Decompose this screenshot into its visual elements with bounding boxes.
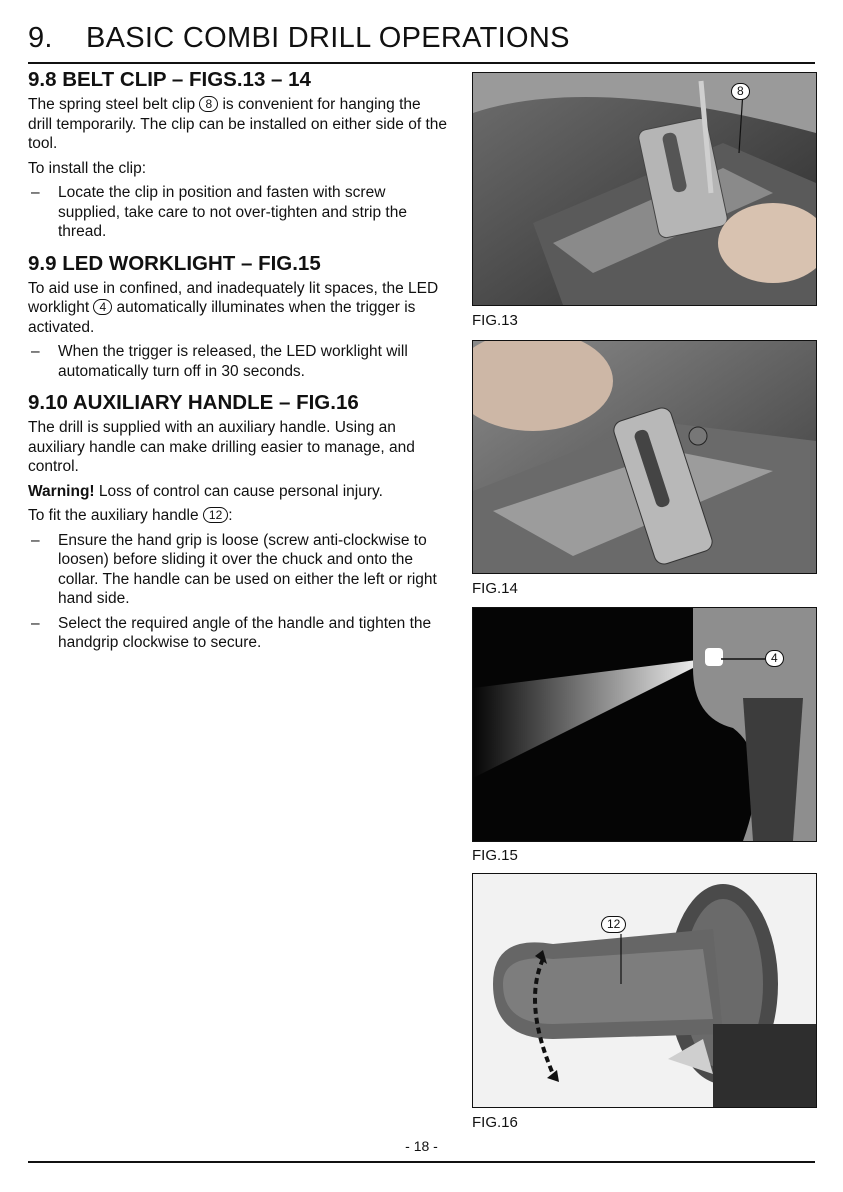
header-rule	[28, 62, 815, 64]
page-number: - 18 -	[405, 1138, 438, 1154]
led-worklight-illustration	[473, 608, 816, 841]
chapter-number: 9.	[28, 22, 53, 54]
warning-label: Warning!	[28, 482, 95, 500]
paragraph	[28, 279, 448, 338]
bullet-dash: –	[31, 614, 40, 632]
bullet-item	[28, 531, 448, 609]
bullet-dash: –	[31, 531, 40, 549]
paragraph: To install the clip:	[28, 159, 147, 177]
bullet-text: Ensure the hand grip is loose (screw anti-clockwise to loosen) before sliding it over the chuck and onto the collar. The handle can be used on either the left or right hand side.	[58, 531, 437, 607]
ref-callout: 4	[765, 650, 784, 667]
paragraph	[28, 506, 448, 526]
text: :	[228, 507, 233, 524]
section-heading: 9.10 AUXILIARY HANDLE – FIG.16	[28, 391, 359, 414]
figure-15-photo	[472, 607, 817, 842]
figure-caption: FIG.15	[472, 847, 518, 864]
ref-number: 4	[93, 299, 112, 315]
paragraph	[28, 95, 448, 154]
ref-number: 12	[203, 507, 228, 523]
paragraph: The drill is supplied with an auxiliary handle. Using an auxiliary handle can make drilling easier to manage, and control.	[28, 419, 415, 475]
figure-caption: FIG.13	[472, 312, 518, 329]
footer-rule	[28, 1161, 815, 1163]
section-led-worklight	[28, 252, 448, 382]
figure-13-photo	[472, 72, 817, 306]
ref-number: 8	[199, 96, 218, 112]
figure-16-photo	[472, 873, 817, 1108]
bullet-dash: –	[31, 184, 40, 201]
warning-paragraph	[28, 482, 448, 502]
section-heading: 9.8 BELT CLIP – FIGS.13 – 14	[28, 68, 311, 91]
section-belt-clip	[28, 68, 448, 242]
bullet-text: When the trigger is released, the LED worklight will automatically turn off in 30 seconds.	[58, 343, 408, 380]
section-heading: 9.9 LED WORKLIGHT – FIG.15	[28, 251, 321, 275]
bullet-item	[28, 183, 448, 242]
figure-caption: FIG.14	[472, 580, 518, 597]
text: The spring steel belt clip	[28, 96, 200, 113]
bullet-item	[28, 614, 448, 653]
ref-callout: 8	[731, 83, 750, 100]
auxiliary-handle-illustration	[473, 874, 816, 1107]
section-auxiliary-handle	[28, 391, 448, 653]
bullet-item	[28, 342, 448, 381]
belt-clip-install-illustration	[473, 73, 816, 305]
bullet-dash: –	[31, 343, 40, 360]
chapter-title: BASIC COMBI DRILL OPERATIONS	[86, 22, 570, 54]
text: is convenient for hanging the drill temporarily. The clip can be installed on either side of the tool.	[28, 96, 448, 152]
page-title	[28, 22, 570, 55]
belt-clip-fitted-illustration	[473, 341, 816, 573]
ref-callout: 12	[601, 916, 626, 933]
text: Loss of control can cause personal injury.	[94, 482, 383, 500]
text: To aid use in confined, and inadequately lit spaces, the LED worklight	[28, 279, 439, 316]
bullet-text: Select the required angle of the handle and tighten the handgrip clockwise to secure.	[58, 614, 432, 651]
text: To fit the auxiliary handle	[28, 507, 203, 524]
text-column	[28, 68, 448, 663]
figure-14-photo	[472, 340, 817, 574]
text: automatically illuminates when the trigger is activated.	[28, 299, 416, 336]
figure-caption: FIG.16	[472, 1114, 518, 1131]
bullet-text: Locate the clip in position and fasten with screw supplied, take care to not over-tighten and strip the thread.	[58, 184, 407, 240]
